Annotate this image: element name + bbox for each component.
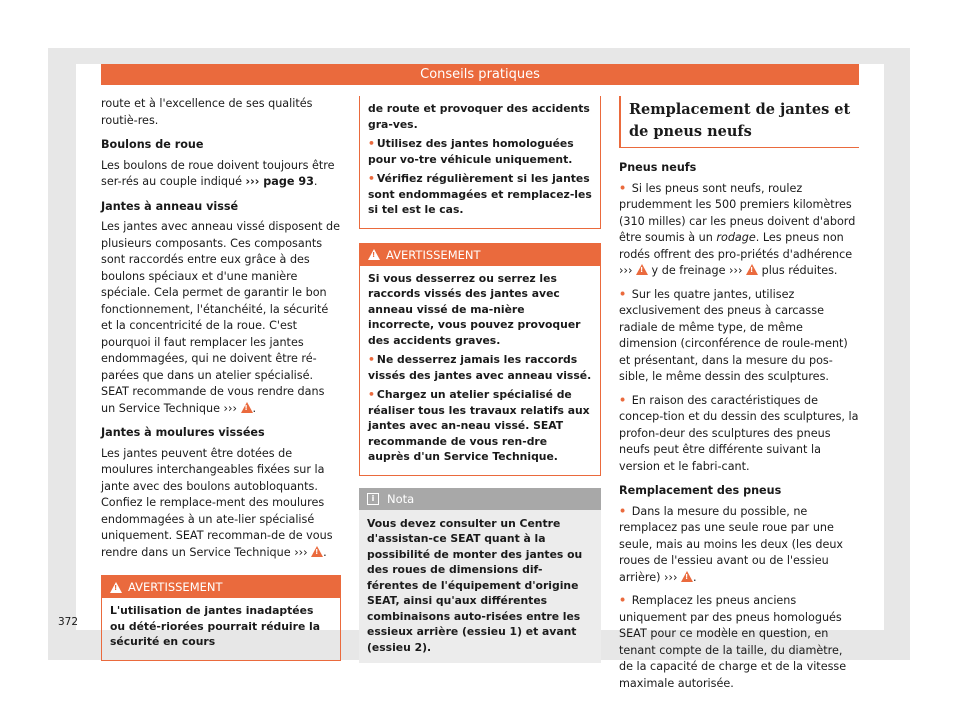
bullet-icon: • (368, 353, 375, 366)
warning-triangle-icon[interactable] (746, 264, 758, 275)
subheading-replacing-tyres: Remplacement des pneus (619, 484, 782, 497)
text: Sur les quatre jantes, utilisez exclusivement des pneus à carcasse radiale de même type, de même dimension (circonférence de roule-ment) et présentant, dans la mesure du pos-sible, le même dessin des sculptures. (619, 287, 848, 383)
warning-triangle-icon[interactable] (636, 264, 648, 275)
page-header: Conseils pratiques (101, 64, 859, 85)
section-title: Remplacement de jantes et de pneus neufs (619, 96, 859, 148)
text: Vérifiez régulièrement si les jantes sont endommagées et remplacez-les si tel est le cas. (368, 172, 592, 216)
bullet-item (619, 181, 859, 280)
text: Remplacez les pneus anciens uniquement par des pneus homologués SEAT pour ce modèle en question, en tenant compte de la taille, du diamètre, de la capacité de charge et de la vitesse maximale autorisée. (619, 594, 847, 690)
warning-bullet (368, 136, 592, 167)
subheading-screwed-trims: Jantes à moulures vissées (101, 426, 265, 439)
note-box (359, 488, 601, 664)
warning-bullet (368, 171, 592, 218)
text: Dans la mesure du possible, ne remplacez pas une seule roue par une seule, mais au moins les deux (les deux roues de l'essieu avant ou de l'essieu arrière) (619, 504, 844, 584)
reference-arrows[interactable]: ››› (729, 264, 743, 277)
warning-title: AVERTISSEMENT (128, 580, 223, 594)
warning-text: L'utilisation de jantes inadaptées ou dété-riorées pourrait réduire la sécurité en cours (110, 604, 321, 648)
bullet-icon: • (368, 172, 375, 185)
text: Utilisez des jantes homologuées pour vo-tre véhicule uniquement. (368, 137, 574, 166)
info-icon: i (367, 493, 379, 505)
bullet-icon: • (368, 137, 375, 150)
bullet-item (619, 287, 859, 386)
text: Les jantes avec anneau vissé disposent de plusieurs composants. Ces composants sont raccordés entre eux grâce à des boulons spéciaux et d'une manière spéciale. Cela permet de garantir le bon fonctionnement, l'étanchéité, la sécurité et la concentricité de la roue. C'est pourquoi il faut remplacer les jantes endommagées, qui ne doivent être ré-parées que dans un atelier spécialisé. SEAT recommande de vous rendre dans un Service Technique (101, 220, 341, 415)
warning-bullet (368, 387, 592, 465)
warning-body (102, 598, 340, 660)
warning-triangle-icon[interactable] (241, 402, 253, 413)
page-number: 372 (58, 616, 79, 628)
text: Chargez un atelier spécialisé de réaliser tous les travaux relatifs aux jantes avec an-neau vissé. SEAT recommande de vous ren-dre auprès d'un Service Technique. (368, 388, 590, 463)
paragraph-screwed-ring-rims: Les jantes avec anneau vissé disposent de plusieurs composants. Ces composants sont raccordés entre eux grâce à des boulons spéciaux et d'une manière spéciale. Cela permet de garantir le bon fonctionnement, l'étanchéité, la sécurité et la concentricité de la roue. C'est pourquoi il faut remplacer les jantes endommagées, qui ne doivent être ré-parées que dans un atelier spécialisé. SEAT recommande de vous rendre dans un Service Technique ››› ! . (101, 219, 341, 417)
paragraph-screwed-trims: Les jantes peuvent être dotées de moulures interchangeables fixées sur la jante avec des boulons autobloquants. Confiez le remplace-ment des moulures endommagées à un ate-lier spécialisé uniquement. SEAT recomman-de de vous rendre dans un Service Technique ››› ! . (101, 446, 341, 562)
warning-header (360, 244, 600, 266)
reference-arrows[interactable]: ››› (664, 570, 678, 584)
warning-triangle-icon[interactable] (311, 546, 323, 557)
reference-arrows[interactable]: ››› (223, 401, 237, 415)
warning-body (360, 266, 600, 475)
text: Si les pneus sont neufs, roulez prudemment les 500 premiers kilomètres (310 milles) car les pneus doivent d'abord être soumis à un (619, 181, 856, 244)
bullet-icon: • (619, 393, 627, 407)
note-title: Nota (387, 491, 415, 506)
column-2 (359, 96, 601, 663)
warning-bullet (368, 352, 592, 383)
warning-triangle-icon (110, 582, 122, 593)
text: y de freinage (651, 264, 726, 277)
column-1 (101, 96, 341, 661)
text: Ne desserrez jamais les raccords vissés des jantes avec anneau vissé. (368, 353, 592, 382)
bullet-item: • Dans la mesure du possible, ne remplacez pas une seule roue par une seule, mais au moins les deux (les deux roues de l'essieu avant ou de l'essieu arrière) ››› ! . (619, 504, 859, 587)
note-header (359, 488, 601, 510)
subheading-new-tyres: Pneus neufs (619, 161, 697, 174)
bullet-icon: • (619, 504, 627, 518)
text: Les jantes peuvent être dotées de moulures interchangeables fixées sur la jante avec des boulons autobloquants. Confiez le remplace-ment des moulures endommagées à un ate-lier spécialisé uniquement. SEAT recomman-de de vous rendre dans un Service Technique (101, 446, 333, 559)
note-body: Vous devez consulter un Centre d'assistan-ce SEAT quant à la possibilité de monter des jantes ou des roues de dimensions dif-férentes de l'équipement d'origine SEAT, ainsi qu'aux différentes combinaisons auto-risées entre les essieux arrière (essieu 1) et avant (essieu 2). (367, 516, 583, 654)
text: En raison des caractéristiques de concep-tion et du dessin des sculptures, la profon-deur des sculptures des pneus neufs peut être différente suivant la version et le fabri-cant. (619, 393, 859, 473)
warning-text: Si vous desserrez ou serrez les raccords vissés des jantes avec anneau vissé de ma-nière incorrecte, vous pouvez provoquer des accidents graves. (368, 271, 581, 347)
text: plus réduites. (761, 264, 838, 277)
warning-box-screwed-rings (359, 243, 601, 476)
bullet-icon: • (619, 594, 627, 607)
reference-arrows[interactable]: ››› (294, 545, 308, 559)
warning-box-continued (359, 96, 601, 229)
subheading-wheel-bolts: Boulons de roue (101, 138, 204, 151)
intro-text: route et à l'excellence de ses qualités routiè-res. (101, 97, 313, 127)
emphasis-text: rodage (716, 231, 756, 244)
page-reference-link[interactable]: ››› page 93 (245, 175, 314, 188)
column-3 (619, 96, 859, 699)
text: . Les pneus non rodés offrent des pro-priétés d'adhérence (619, 231, 853, 261)
warning-triangle-icon[interactable] (681, 571, 693, 582)
bullet-icon: • (619, 181, 627, 195)
warning-header (102, 576, 340, 598)
reference-arrows[interactable]: ››› (619, 264, 633, 277)
bullet-item (619, 393, 859, 476)
text: Les boulons de roue doivent toujours être ser-rés au couple indiqué (101, 158, 335, 188)
subheading-screwed-ring-rims: Jantes à anneau vissé (101, 199, 239, 213)
bullet-item (619, 593, 859, 692)
bullet-icon: • (619, 287, 627, 301)
warning-continued-text: de route et provoquer des accidents gra-ves. (368, 102, 590, 131)
bullet-icon: • (368, 388, 375, 401)
warning-box (101, 575, 341, 661)
warning-triangle-icon (368, 249, 380, 260)
warning-body (360, 96, 600, 228)
paragraph-wheel-bolts: Les boulons de roue doivent toujours être ser-rés au couple indiqué ››› page 93. (101, 158, 335, 188)
warning-title: AVERTISSEMENT (386, 247, 481, 262)
